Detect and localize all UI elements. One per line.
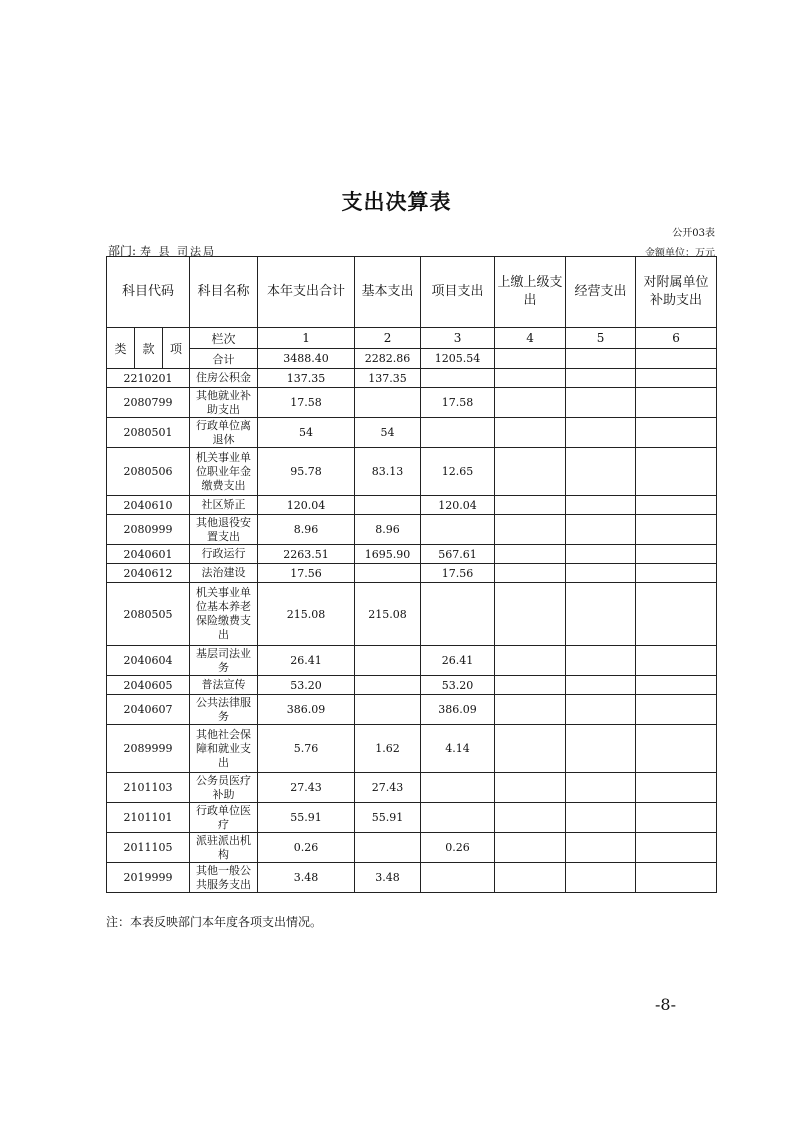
header-subject-code: 科目代码: [107, 257, 190, 328]
empty-cell: [636, 496, 717, 515]
header-project: 项目支出: [421, 257, 495, 328]
subject-name: 基层司法业务: [190, 646, 258, 676]
empty-cell: [566, 583, 636, 646]
empty-cell: [566, 773, 636, 803]
table-row: [107, 369, 717, 388]
empty-cell: [566, 448, 636, 496]
subject-name: 普法宣传: [190, 676, 258, 695]
total-amount: 55.91: [258, 803, 355, 833]
expenditure-table: [106, 256, 717, 893]
total-amount: 8.96: [258, 515, 355, 545]
total-amount: 120.04: [258, 496, 355, 515]
table-row: [107, 515, 717, 545]
subject-name: 公务员医疗补助: [190, 773, 258, 803]
header-upper: 上缴上级支出: [495, 257, 566, 328]
basic-amount: 83.13: [355, 448, 421, 496]
subject-name: 机关事业单位基本养老保险缴费支出: [190, 583, 258, 646]
empty-cell: [566, 833, 636, 863]
empty-cell: [636, 695, 717, 725]
total-amount: 2263.51: [258, 545, 355, 564]
subject-name: 行政运行: [190, 545, 258, 564]
table-row: [107, 448, 717, 496]
total-amount: 386.09: [258, 695, 355, 725]
empty-cell: [636, 863, 717, 893]
column-number: 4: [495, 328, 566, 349]
empty-cell: [636, 388, 717, 418]
empty-cell: [495, 448, 566, 496]
table-row: [107, 695, 717, 725]
page-title: 支出决算表: [341, 190, 452, 214]
subject-code: 2101101: [107, 803, 190, 833]
table-row: [107, 564, 717, 583]
project-amount: 386.09: [421, 695, 495, 725]
empty-cell: [636, 646, 717, 676]
total-amount: 17.58: [258, 388, 355, 418]
project-amount: 0.26: [421, 833, 495, 863]
subhead-lei: 类: [107, 328, 135, 369]
empty-cell: [566, 695, 636, 725]
empty-cell: [495, 388, 566, 418]
subject-code: 2040605: [107, 676, 190, 695]
empty-cell: [495, 545, 566, 564]
column-number: 6: [636, 328, 717, 349]
empty-cell: [636, 349, 717, 369]
project-amount: [421, 583, 495, 646]
subject-code: 2101103: [107, 773, 190, 803]
empty-cell: [495, 418, 566, 448]
column-number-row: [107, 328, 717, 349]
total-amount: 95.78: [258, 448, 355, 496]
empty-cell: [566, 369, 636, 388]
basic-amount: [355, 388, 421, 418]
basic-amount: [355, 676, 421, 695]
basic-amount: [355, 833, 421, 863]
empty-cell: [636, 418, 717, 448]
empty-cell: [566, 676, 636, 695]
project-amount: 17.58: [421, 388, 495, 418]
empty-cell: [495, 833, 566, 863]
table-row: [107, 646, 717, 676]
empty-cell: [566, 545, 636, 564]
empty-cell: [636, 448, 717, 496]
header-subject-name: 科目名称: [190, 257, 258, 328]
subject-code: 2040610: [107, 496, 190, 515]
table-row: [107, 583, 717, 646]
header-row: [107, 257, 717, 328]
header-total: 本年支出合计: [258, 257, 355, 328]
empty-cell: [636, 545, 717, 564]
total-amount: 27.43: [258, 773, 355, 803]
table-row: [107, 418, 717, 448]
totals-project: 1205.54: [421, 349, 495, 369]
empty-cell: [566, 388, 636, 418]
table-row: [107, 496, 717, 515]
column-number: 2: [355, 328, 421, 349]
subject-name: 其他一般公共服务支出: [190, 863, 258, 893]
empty-cell: [636, 583, 717, 646]
basic-amount: 8.96: [355, 515, 421, 545]
project-amount: [421, 515, 495, 545]
table-row: [107, 833, 717, 863]
header-basic: 基本支出: [355, 257, 421, 328]
empty-cell: [636, 833, 717, 863]
empty-cell: [495, 773, 566, 803]
empty-cell: [495, 676, 566, 695]
total-amount: 5.76: [258, 725, 355, 773]
totals-basic: 2282.86: [355, 349, 421, 369]
basic-amount: [355, 496, 421, 515]
totals-row: [107, 349, 717, 369]
project-amount: [421, 863, 495, 893]
subject-code: 2019999: [107, 863, 190, 893]
header-subsidy: 对附属单位补助支出: [636, 257, 717, 328]
basic-amount: 55.91: [355, 803, 421, 833]
basic-amount: 27.43: [355, 773, 421, 803]
subject-code: 2080799: [107, 388, 190, 418]
subject-code: 2080501: [107, 418, 190, 448]
basic-amount: [355, 646, 421, 676]
empty-cell: [495, 564, 566, 583]
subhead-kuan: 款: [135, 328, 163, 369]
subject-name: 其他退役安置支出: [190, 515, 258, 545]
department-label: 部门:: [108, 244, 137, 258]
empty-cell: [495, 725, 566, 773]
table-row: [107, 676, 717, 695]
empty-cell: [566, 515, 636, 545]
subject-name: 其他社会保障和就业支出: [190, 725, 258, 773]
project-amount: 17.56: [421, 564, 495, 583]
subhead-lanci: 栏次: [190, 328, 258, 349]
column-number: 3: [421, 328, 495, 349]
project-amount: 567.61: [421, 545, 495, 564]
empty-cell: [566, 418, 636, 448]
subject-name: 社区矫正: [190, 496, 258, 515]
total-amount: 26.41: [258, 646, 355, 676]
subject-name: 机关事业单位职业年金缴费支出: [190, 448, 258, 496]
empty-cell: [566, 863, 636, 893]
subject-name: 公共法律服务: [190, 695, 258, 725]
project-amount: 12.65: [421, 448, 495, 496]
empty-cell: [636, 564, 717, 583]
project-amount: 53.20: [421, 676, 495, 695]
empty-cell: [566, 564, 636, 583]
empty-cell: [636, 515, 717, 545]
basic-amount: 3.48: [355, 863, 421, 893]
total-amount: 17.56: [258, 564, 355, 583]
basic-amount: 215.08: [355, 583, 421, 646]
totals-total: 3488.40: [258, 349, 355, 369]
subject-code: 2040604: [107, 646, 190, 676]
department-name: 寿 县 司法局: [140, 245, 217, 258]
empty-cell: [566, 646, 636, 676]
empty-cell: [566, 496, 636, 515]
total-amount: 215.08: [258, 583, 355, 646]
table-note: 注：本表反映部门本年度各项支出情况。: [106, 915, 323, 929]
totals-label: 合计: [190, 349, 258, 369]
basic-amount: [355, 695, 421, 725]
subject-code: 2080506: [107, 448, 190, 496]
header-operating: 经营支出: [566, 257, 636, 328]
basic-amount: [355, 564, 421, 583]
subject-name: 法治建设: [190, 564, 258, 583]
total-amount: 137.35: [258, 369, 355, 388]
empty-cell: [495, 863, 566, 893]
empty-cell: [566, 349, 636, 369]
empty-cell: [636, 369, 717, 388]
basic-amount: 1695.90: [355, 545, 421, 564]
form-number: 公开03表: [672, 228, 715, 239]
subhead-xiang: 项: [163, 328, 190, 369]
table-row: [107, 725, 717, 773]
subject-name: 派驻派出机构: [190, 833, 258, 863]
empty-cell: [636, 773, 717, 803]
basic-amount: 1.62: [355, 725, 421, 773]
project-amount: [421, 773, 495, 803]
empty-cell: [495, 583, 566, 646]
table-row: [107, 545, 717, 564]
subject-name: 行政单位医疗: [190, 803, 258, 833]
basic-amount: 137.35: [355, 369, 421, 388]
table-row: [107, 863, 717, 893]
project-amount: [421, 803, 495, 833]
empty-cell: [636, 676, 717, 695]
subject-code: 2040612: [107, 564, 190, 583]
table-row: [107, 388, 717, 418]
empty-cell: [495, 515, 566, 545]
total-amount: 0.26: [258, 833, 355, 863]
column-number: 5: [566, 328, 636, 349]
table-row: [107, 803, 717, 833]
empty-cell: [636, 803, 717, 833]
empty-cell: [566, 803, 636, 833]
empty-cell: [495, 803, 566, 833]
total-amount: 54: [258, 418, 355, 448]
empty-cell: [495, 695, 566, 725]
subject-code: 2210201: [107, 369, 190, 388]
subject-code: 2011105: [107, 833, 190, 863]
empty-cell: [495, 369, 566, 388]
empty-cell: [495, 646, 566, 676]
empty-cell: [495, 496, 566, 515]
amount-unit: 金额单位：万元: [645, 248, 715, 259]
empty-cell: [495, 349, 566, 369]
project-amount: 120.04: [421, 496, 495, 515]
subject-name: 行政单位离退休: [190, 418, 258, 448]
subject-code: 2080505: [107, 583, 190, 646]
total-amount: 53.20: [258, 676, 355, 695]
total-amount: 3.48: [258, 863, 355, 893]
empty-cell: [636, 725, 717, 773]
project-amount: 26.41: [421, 646, 495, 676]
empty-cell: [566, 725, 636, 773]
table-row: [107, 773, 717, 803]
subject-code: 2080999: [107, 515, 190, 545]
subject-code: 2040607: [107, 695, 190, 725]
basic-amount: 54: [355, 418, 421, 448]
project-amount: [421, 418, 495, 448]
subject-code: 2040601: [107, 545, 190, 564]
subject-name: 其他就业补助支出: [190, 388, 258, 418]
project-amount: 4.14: [421, 725, 495, 773]
project-amount: [421, 369, 495, 388]
page-number: -8-: [655, 995, 676, 1014]
subject-name: 住房公积金: [190, 369, 258, 388]
subject-code: 2089999: [107, 725, 190, 773]
column-number: 1: [258, 328, 355, 349]
